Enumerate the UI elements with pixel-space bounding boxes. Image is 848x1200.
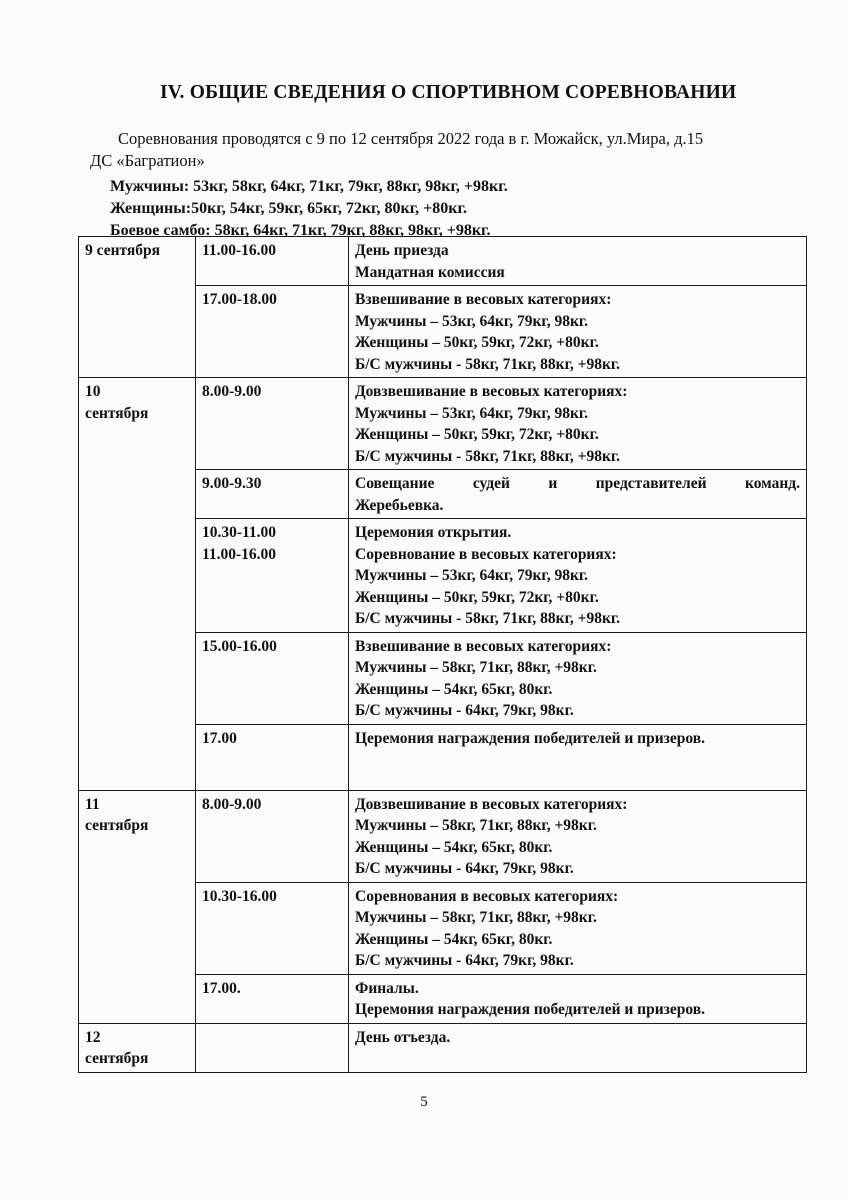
intro-line-1 bbox=[90, 128, 810, 150]
event-line: Взвешивание в весовых категориях: bbox=[355, 291, 612, 308]
event-line: Довзвешивание в весовых категориях: bbox=[355, 383, 628, 400]
event-line: Б/С мужчины - 64кг, 79кг, 98кг. bbox=[355, 860, 574, 877]
event-line: Женщины – 50кг, 59кг, 72кг, +80кг. bbox=[355, 588, 599, 606]
event-cell bbox=[349, 470, 807, 519]
intro-paragraph bbox=[90, 128, 810, 172]
event-line: Церемония награждения победителей и призеров. bbox=[355, 729, 706, 747]
time-cell bbox=[196, 1023, 349, 1072]
schedule-table bbox=[78, 236, 807, 1073]
event-line: Мужчины – 53кг, 64кг, 79кг, 98кг. bbox=[355, 312, 589, 330]
event-line: Б/С мужчины - 58кг, 71кг, 88кг, +98кг. bbox=[355, 610, 621, 627]
event-cell bbox=[349, 519, 807, 633]
time-label: 15.00-16.00 bbox=[202, 637, 277, 655]
event-cell bbox=[349, 724, 807, 790]
time-cell bbox=[196, 378, 349, 470]
time-cell bbox=[196, 882, 349, 974]
event-line: Мандатная комиссия bbox=[355, 263, 505, 281]
weights-women: Женщины:50кг, 54кг, 59кг, 65кг, 72кг, 80кг, +80кг. bbox=[110, 200, 467, 217]
event-cell bbox=[349, 1023, 807, 1072]
event-line: Взвешивание в весовых категориях: bbox=[355, 637, 612, 655]
event-cell bbox=[349, 882, 807, 974]
event-cell bbox=[349, 974, 807, 1023]
day-label: 11 bbox=[85, 795, 100, 813]
time-label: 11.00-16.00 bbox=[202, 242, 277, 259]
section-title: IV. ОБЩИЕ СВЕДЕНИЯ О СПОРТИВНОМ СОРЕВНОВАНИИ bbox=[160, 82, 737, 103]
event-line: Мужчины – 58кг, 71кг, 88кг, +98кг. bbox=[355, 817, 597, 834]
time-label: 11.00-16.00 bbox=[202, 545, 277, 563]
time-cell bbox=[196, 286, 349, 378]
event-line: Финалы. bbox=[355, 979, 419, 997]
time-cell bbox=[196, 470, 349, 519]
time-label: 8.00-9.00 bbox=[202, 383, 262, 400]
weight-categories bbox=[110, 176, 810, 242]
event-line: Женщины – 54кг, 65кг, 80кг. bbox=[355, 680, 553, 698]
event-line: Б/С мужчины - 64кг, 79кг, 98кг. bbox=[355, 952, 574, 969]
time-cell bbox=[196, 724, 349, 790]
event-line: Женщины – 54кг, 65кг, 80кг. bbox=[355, 838, 553, 856]
event-line: Б/С мужчины - 58кг, 71кг, 88кг, +98кг. bbox=[355, 447, 621, 465]
weights-men: Мужчины: 53кг, 58кг, 64кг, 71кг, 79кг, 88кг, 98кг, +98кг. bbox=[110, 178, 508, 195]
time-label: 10.30-16.00 bbox=[202, 887, 277, 905]
event-line: Церемония открытия. bbox=[355, 524, 512, 541]
time-label: 8.00-9.00 bbox=[202, 795, 262, 813]
time-label: 17.00 bbox=[202, 729, 237, 747]
event-line: Соревнование в весовых категориях: bbox=[355, 545, 617, 563]
weights-combat-sambo: Боевое самбо: 58кг, 64кг, 71кг, 79кг, 88кг, 98кг, +98кг. bbox=[110, 222, 491, 239]
table-row bbox=[79, 790, 807, 882]
time-cell bbox=[196, 237, 349, 286]
event-line: Церемония награждения победителей и призеров. bbox=[355, 1001, 706, 1018]
time-label: 17.00. bbox=[202, 979, 241, 997]
event-cell bbox=[349, 378, 807, 470]
day-label: 12 bbox=[85, 1028, 101, 1046]
table-row bbox=[79, 1023, 807, 1072]
day-label: сентября bbox=[85, 404, 149, 422]
time-label: 17.00-18.00 bbox=[202, 291, 277, 308]
day-cell bbox=[79, 1023, 196, 1072]
event-line: Женщины – 54кг, 65кг, 80кг. bbox=[355, 930, 553, 948]
table-row bbox=[79, 237, 807, 286]
day-cell bbox=[79, 378, 196, 791]
event-line: Довзвешивание в весовых категориях: bbox=[355, 795, 628, 813]
day-cell bbox=[79, 237, 196, 378]
time-cell bbox=[196, 519, 349, 633]
event-line: Женщины – 50кг, 59кг, 72кг, +80кг. bbox=[355, 334, 599, 351]
event-line: Мужчины – 58кг, 71кг, 88кг, +98кг. bbox=[355, 909, 597, 926]
intro-line-2: ДС «Багратион» bbox=[90, 151, 205, 170]
time-cell bbox=[196, 974, 349, 1023]
event-line: День приезда bbox=[355, 242, 449, 259]
table-row bbox=[79, 378, 807, 470]
event-cell bbox=[349, 790, 807, 882]
event-cell bbox=[349, 286, 807, 378]
event-line: Совещание судей и представителей команд. bbox=[355, 475, 800, 492]
day-label: сентября bbox=[85, 1050, 149, 1067]
event-line: Жеребьевка. bbox=[355, 496, 444, 514]
day-cell bbox=[79, 790, 196, 1023]
intro-text-1: Соревнования проводятся с 9 по 12 сентября 2022 года в г. Можайск, ул.Мира, д.15 bbox=[118, 129, 704, 148]
event-line: Соревнования в весовых категориях: bbox=[355, 887, 619, 905]
day-label: 10 bbox=[85, 383, 101, 400]
page-number: 5 bbox=[420, 1094, 428, 1110]
event-line: Мужчины – 58кг, 71кг, 88кг, +98кг. bbox=[355, 659, 597, 676]
day-label: 9 сентября bbox=[85, 242, 161, 259]
event-line: Б/С мужчины - 64кг, 79кг, 98кг. bbox=[355, 702, 574, 719]
event-line: Б/С мужчины - 58кг, 71кг, 88кг, +98кг. bbox=[355, 355, 621, 373]
time-label: 10.30-11.00 bbox=[202, 524, 277, 541]
time-cell bbox=[196, 632, 349, 724]
event-cell bbox=[349, 632, 807, 724]
event-line: Мужчины – 53кг, 64кг, 79кг, 98кг. bbox=[355, 404, 589, 422]
event-line: Мужчины – 53кг, 64кг, 79кг, 98кг. bbox=[355, 567, 589, 584]
time-cell bbox=[196, 790, 349, 882]
event-line: День отъезда. bbox=[355, 1028, 451, 1046]
day-label: сентября bbox=[85, 817, 149, 834]
event-cell bbox=[349, 237, 807, 286]
event-line: Женщины – 50кг, 59кг, 72кг, +80кг. bbox=[355, 426, 599, 443]
time-label: 9.00-9.30 bbox=[202, 475, 262, 492]
